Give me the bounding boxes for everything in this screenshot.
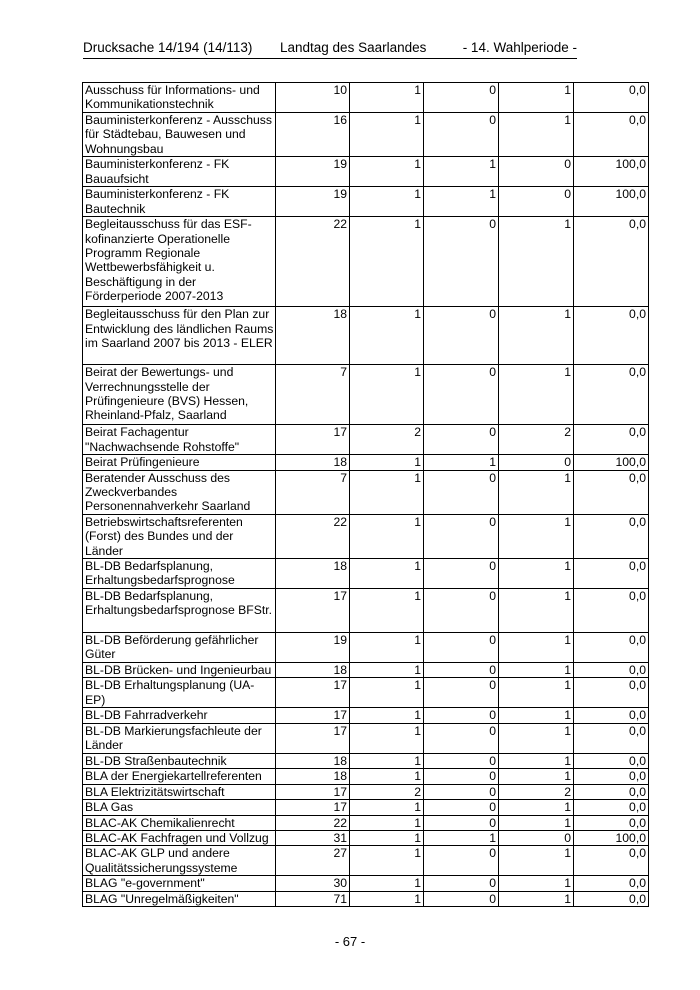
value-cell: 0 — [424, 113, 499, 157]
committee-name: BLAG "e-government" — [83, 876, 276, 891]
table-row — [83, 769, 649, 784]
committee-name: BL-DB Bedarfsplanung, Erhaltungsbedarfsprognose BFStr. — [83, 589, 276, 633]
value-cell: 17 — [276, 425, 350, 455]
value-cell: 1 — [350, 589, 424, 633]
table-row — [83, 455, 649, 470]
value-cell: 7 — [276, 365, 350, 425]
value-cell: 2 — [350, 784, 424, 799]
value-cell: 0 — [424, 678, 499, 708]
percentage-cell: 0,0 — [574, 113, 649, 157]
legislative-period: - 14. Wahlperiode - — [462, 40, 577, 55]
value-cell: 0 — [424, 589, 499, 633]
value-cell: 0 — [499, 157, 574, 187]
value-cell: 0 — [424, 753, 499, 768]
value-cell: 1 — [350, 455, 424, 470]
value-cell: 1 — [350, 663, 424, 678]
value-cell: 1 — [424, 157, 499, 187]
value-cell: 19 — [276, 187, 350, 217]
committee-name: Beirat der Bewertungs- und Verrechnungsstelle der Prüfingenieure (BVS) Hessen, Rheinland-Pfalz, Saarland — [83, 365, 276, 425]
value-cell: 0 — [424, 876, 499, 891]
committee-name: BL-DB Fahrradverkehr — [83, 708, 276, 723]
value-cell: 1 — [424, 187, 499, 217]
table-row — [83, 589, 649, 633]
value-cell: 1 — [499, 800, 574, 815]
value-cell: 30 — [276, 876, 350, 891]
value-cell: 1 — [350, 514, 424, 558]
value-cell: 27 — [276, 846, 350, 876]
value-cell: 1 — [499, 470, 574, 514]
value-cell: 1 — [350, 769, 424, 784]
percentage-cell: 0,0 — [574, 876, 649, 891]
value-cell: 1 — [350, 307, 424, 365]
table-row — [83, 514, 649, 558]
value-cell: 0 — [499, 830, 574, 845]
percentage-cell: 0,0 — [574, 559, 649, 589]
committee-name: Bauministerkonferenz - Ausschuss für Städtebau, Bauwesen und Wohnungsbau — [83, 113, 276, 157]
value-cell: 0 — [424, 769, 499, 784]
percentage-cell: 0,0 — [574, 723, 649, 753]
committee-name: Bauministerkonferenz - FK Bauaufsicht — [83, 157, 276, 187]
value-cell: 31 — [276, 830, 350, 845]
value-cell: 18 — [276, 769, 350, 784]
percentage-cell: 100,0 — [574, 157, 649, 187]
table-row — [83, 891, 649, 906]
percentage-cell: 100,0 — [574, 830, 649, 845]
table-row — [83, 876, 649, 891]
committee-name: Ausschuss für Informations- und Kommunikationstechnik — [83, 83, 276, 113]
value-cell: 1 — [350, 815, 424, 830]
value-cell: 1 — [350, 723, 424, 753]
percentage-cell: 0,0 — [574, 425, 649, 455]
value-cell: 18 — [276, 307, 350, 365]
percentage-cell: 0,0 — [574, 663, 649, 678]
table-row — [83, 187, 649, 217]
committee-name: Beirat Prüfingenieure — [83, 455, 276, 470]
value-cell: 0 — [499, 455, 574, 470]
value-cell: 1 — [499, 769, 574, 784]
percentage-cell: 0,0 — [574, 846, 649, 876]
table-row — [83, 425, 649, 455]
value-cell: 1 — [350, 876, 424, 891]
value-cell: 0 — [424, 846, 499, 876]
percentage-cell: 100,0 — [574, 187, 649, 217]
value-cell: 1 — [499, 846, 574, 876]
value-cell: 2 — [350, 425, 424, 455]
value-cell: 1 — [350, 708, 424, 723]
value-cell: 1 — [350, 470, 424, 514]
table-row — [83, 559, 649, 589]
value-cell: 0 — [424, 425, 499, 455]
value-cell: 17 — [276, 708, 350, 723]
value-cell: 0 — [424, 365, 499, 425]
committee-name: Beirat Fachagentur "Nachwachsende Rohstoffe" — [83, 425, 276, 455]
percentage-cell: 0,0 — [574, 365, 649, 425]
percentage-cell: 0,0 — [574, 678, 649, 708]
value-cell: 1 — [499, 876, 574, 891]
percentage-cell: 0,0 — [574, 891, 649, 906]
value-cell: 1 — [350, 891, 424, 906]
table-row — [83, 157, 649, 187]
value-cell: 0 — [424, 514, 499, 558]
value-cell: 22 — [276, 815, 350, 830]
value-cell: 10 — [276, 83, 350, 113]
value-cell: 1 — [350, 753, 424, 768]
table-row — [83, 633, 649, 663]
committee-name: BLA Elektrizitätswirtschaft — [83, 784, 276, 799]
value-cell: 1 — [499, 589, 574, 633]
value-cell: 17 — [276, 784, 350, 799]
percentage-cell: 0,0 — [574, 769, 649, 784]
table-row — [83, 113, 649, 157]
value-cell: 71 — [276, 891, 350, 906]
value-cell: 0 — [424, 470, 499, 514]
table-row — [83, 307, 649, 365]
value-cell: 19 — [276, 157, 350, 187]
percentage-cell: 100,0 — [574, 455, 649, 470]
committee-name: BLAC-AK GLP und andere Qualitätssicherungssysteme — [83, 846, 276, 876]
value-cell: 0 — [424, 83, 499, 113]
value-cell: 0 — [424, 723, 499, 753]
value-cell: 0 — [424, 784, 499, 799]
value-cell: 1 — [499, 307, 574, 365]
percentage-cell: 0,0 — [574, 83, 649, 113]
value-cell: 17 — [276, 800, 350, 815]
value-cell: 1 — [499, 753, 574, 768]
committee-name: BLAC-AK Fachfragen und Vollzug — [83, 830, 276, 845]
table-row — [83, 723, 649, 753]
value-cell: 1 — [350, 83, 424, 113]
committee-name: BL-DB Erhaltungsplanung (UA-EP) — [83, 678, 276, 708]
value-cell: 22 — [276, 217, 350, 307]
value-cell: 1 — [350, 830, 424, 845]
table-row — [83, 784, 649, 799]
percentage-cell: 0,0 — [574, 217, 649, 307]
table-row — [83, 663, 649, 678]
percentage-cell: 0,0 — [574, 514, 649, 558]
value-cell: 1 — [499, 708, 574, 723]
document-number: Drucksache 14/194 (14/113) — [83, 40, 253, 55]
page-header — [83, 40, 577, 59]
value-cell: 18 — [276, 559, 350, 589]
committee-table — [82, 82, 649, 907]
value-cell: 1 — [499, 723, 574, 753]
value-cell: 1 — [350, 113, 424, 157]
committee-name: Beratender Ausschuss des Zweckverbandes Personennahverkehr Saarland — [83, 470, 276, 514]
value-cell: 1 — [350, 633, 424, 663]
percentage-cell: 0,0 — [574, 753, 649, 768]
percentage-cell: 0,0 — [574, 589, 649, 633]
table-row — [83, 470, 649, 514]
value-cell: 1 — [350, 365, 424, 425]
committee-name: BL-DB Bedarfsplanung, Erhaltungsbedarfsprognose — [83, 559, 276, 589]
committee-name: BLAG "Unregelmäßigkeiten" — [83, 891, 276, 906]
value-cell: 1 — [499, 559, 574, 589]
value-cell: 0 — [499, 187, 574, 217]
committee-name: Begleitausschuss für das ESF-kofinanzierte Operationelle Programm Regionale Wettbewerbsfähigkeit u. Beschäftigung in der Förderperiode 2007-2013 — [83, 217, 276, 307]
table-row — [83, 83, 649, 113]
percentage-cell: 0,0 — [574, 708, 649, 723]
value-cell: 1 — [424, 455, 499, 470]
value-cell: 0 — [424, 708, 499, 723]
value-cell: 0 — [424, 815, 499, 830]
value-cell: 17 — [276, 678, 350, 708]
table-row — [83, 365, 649, 425]
value-cell: 2 — [499, 784, 574, 799]
value-cell: 22 — [276, 514, 350, 558]
committee-name: Bauministerkonferenz - FK Bautechnik — [83, 187, 276, 217]
value-cell: 1 — [499, 514, 574, 558]
percentage-cell: 0,0 — [574, 633, 649, 663]
value-cell: 0 — [424, 800, 499, 815]
value-cell: 1 — [499, 83, 574, 113]
committee-name: Begleitausschuss für den Plan zur Entwicklung des ländlichen Raums im Saarland 2007 bis 2013 - ELER — [83, 307, 276, 365]
value-cell: 16 — [276, 113, 350, 157]
committee-name: Betriebswirtschaftsreferenten (Forst) des Bundes und der Länder — [83, 514, 276, 558]
percentage-cell: 0,0 — [574, 800, 649, 815]
value-cell: 0 — [424, 633, 499, 663]
value-cell: 18 — [276, 753, 350, 768]
value-cell: 7 — [276, 470, 350, 514]
committee-name: BL-DB Beförderung gefährlicher Güter — [83, 633, 276, 663]
value-cell: 1 — [350, 217, 424, 307]
table-row — [83, 846, 649, 876]
page-number: - 67 - — [334, 934, 366, 949]
value-cell: 0 — [424, 559, 499, 589]
value-cell: 1 — [424, 830, 499, 845]
table-row — [83, 815, 649, 830]
value-cell: 1 — [350, 800, 424, 815]
value-cell: 1 — [499, 678, 574, 708]
value-cell: 1 — [499, 113, 574, 157]
table-row — [83, 678, 649, 708]
value-cell: 1 — [499, 663, 574, 678]
value-cell: 1 — [499, 217, 574, 307]
committee-name: BL-DB Brücken- und Ingenieurbau — [83, 663, 276, 678]
percentage-cell: 0,0 — [574, 784, 649, 799]
percentage-cell: 0,0 — [574, 470, 649, 514]
value-cell: 1 — [350, 846, 424, 876]
value-cell: 0 — [424, 663, 499, 678]
table-row — [83, 217, 649, 307]
committee-name: BLAC-AK Chemikalienrecht — [83, 815, 276, 830]
committee-name: BL-DB Straßenbautechnik — [83, 753, 276, 768]
value-cell: 17 — [276, 589, 350, 633]
percentage-cell: 0,0 — [574, 815, 649, 830]
table-row — [83, 708, 649, 723]
value-cell: 17 — [276, 723, 350, 753]
value-cell: 18 — [276, 455, 350, 470]
value-cell: 0 — [424, 307, 499, 365]
value-cell: 1 — [350, 678, 424, 708]
value-cell: 1 — [350, 187, 424, 217]
value-cell: 0 — [424, 891, 499, 906]
value-cell: 1 — [350, 157, 424, 187]
committee-name: BL-DB Markierungsfachleute der Länder — [83, 723, 276, 753]
committee-name: BLA der Energiekartellreferenten — [83, 769, 276, 784]
parliament-name: Landtag des Saarlandes — [280, 40, 427, 55]
table-row — [83, 830, 649, 845]
value-cell: 1 — [350, 559, 424, 589]
table-row — [83, 800, 649, 815]
table-row — [83, 753, 649, 768]
value-cell: 18 — [276, 663, 350, 678]
percentage-cell: 0,0 — [574, 307, 649, 365]
value-cell: 0 — [424, 217, 499, 307]
value-cell: 1 — [499, 891, 574, 906]
committee-name: BLA Gas — [83, 800, 276, 815]
value-cell: 2 — [499, 425, 574, 455]
value-cell: 1 — [499, 365, 574, 425]
value-cell: 19 — [276, 633, 350, 663]
value-cell: 1 — [499, 633, 574, 663]
value-cell: 1 — [499, 815, 574, 830]
